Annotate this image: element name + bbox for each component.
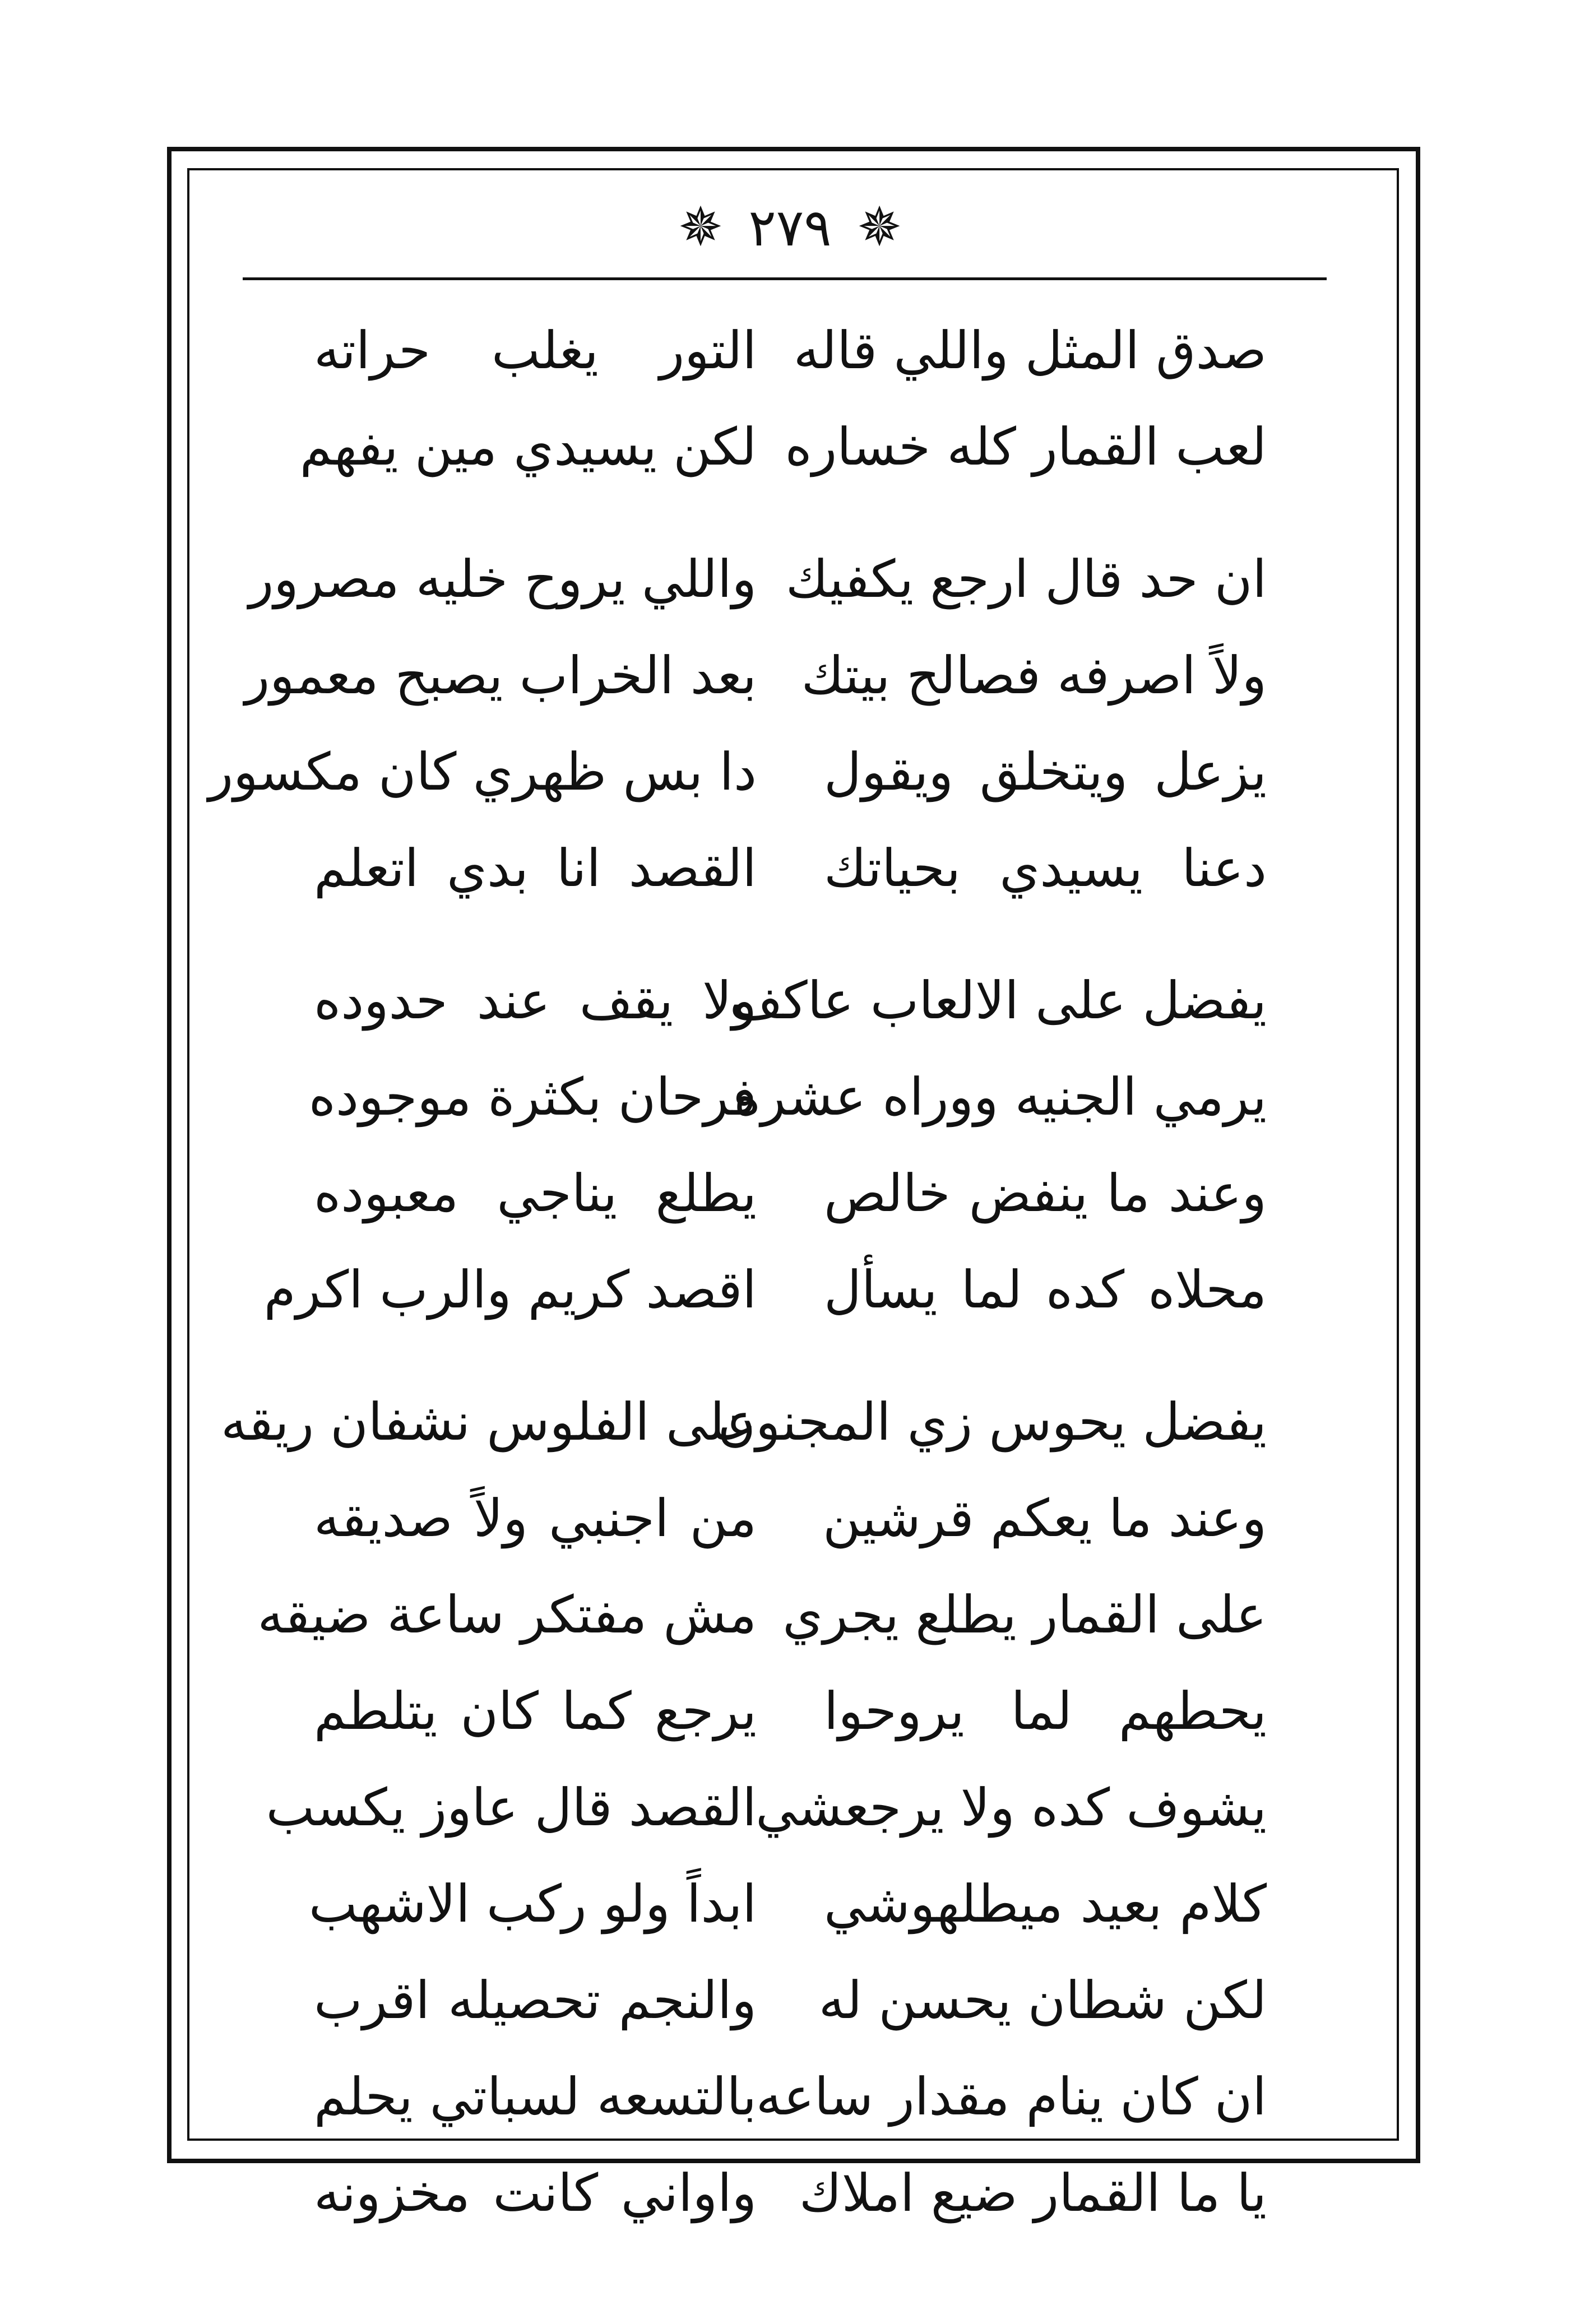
verse-line (314, 2145, 1267, 2242)
verse-second-hemistich: واواني كانت مخزونه (314, 2163, 757, 2223)
verse-second-hemistich: ابداً ولو ركب الاشهب (308, 1874, 757, 1934)
verse-line (257, 1567, 1267, 1663)
stanza (221, 1374, 1267, 2242)
verse-first-hemistich: لعب القمار كله خساره (785, 417, 1267, 477)
verse-line (244, 628, 1267, 724)
verse-first-hemistich: يرمي الجنيه ووراه عشره (734, 1067, 1267, 1127)
verse-line (208, 724, 1267, 820)
verse-second-hemistich: اقصد كريم والرب اكرم (263, 1260, 757, 1320)
verse-second-hemistich: فرحان بكثرة موجوده (308, 1067, 757, 1127)
verse-second-hemistich: بالتسعه لسباتي يحلم (314, 2067, 757, 2127)
verse-first-hemistich: كلام بعيد ميطلهوشي (824, 1874, 1267, 1934)
verse-first-hemistich: وعند ما يعكم قرشين (822, 1488, 1267, 1548)
poem-body (208, 303, 1267, 2277)
verse-first-hemistich: لكن شطان يحسن له (818, 1970, 1267, 2030)
verse-second-hemistich: واللي يروح خليه مصرور (248, 549, 757, 609)
verse-first-hemistich: صدق المثل واللي قاله (793, 321, 1267, 381)
page-number-header (0, 193, 1580, 262)
verse-first-hemistich: يشوف كده ولا يرجعشي (756, 1778, 1267, 1838)
verse-line (314, 303, 1267, 399)
verse-second-hemistich: دا بس ظهري كان مكسور (208, 742, 757, 802)
verse-first-hemistich: يفضل يحوس زي المجنون (717, 1392, 1267, 1452)
stanza (299, 303, 1267, 495)
verse-first-hemistich: يحطهم لما يروحوا (824, 1681, 1267, 1741)
verse-line (314, 953, 1267, 1049)
stanza (208, 531, 1267, 917)
verse-line (248, 531, 1267, 628)
header-divider (243, 277, 1327, 280)
verse-first-hemistich: يفضل على الالعاب عاكف (729, 971, 1267, 1031)
verse-first-hemistich: محلاه كده لما يسأل (824, 1260, 1267, 1320)
verse-line (266, 1760, 1267, 1856)
verse-second-hemistich: لكن يسيدي مين يفهم (299, 417, 757, 477)
verse-line (308, 1856, 1267, 1952)
verse-first-hemistich: ان حد قال ارجع يكفيك (785, 549, 1267, 609)
verse-line (308, 1049, 1267, 1145)
verse-first-hemistich: يزعل ويتخلق ويقول (824, 742, 1267, 802)
asterisk-star-icon: ✵ (856, 196, 902, 258)
verse-first-hemistich: ان كان ينام مقدار ساعه (756, 2067, 1267, 2127)
verse-second-hemistich: القصد قال عاوز يكسب (266, 1778, 757, 1838)
verse-second-hemistich: مش مفتكر ساعة ضيقه (257, 1585, 757, 1645)
page-number: ٢٧٩ (748, 198, 832, 258)
verse-second-hemistich: ولا يقف عند حدوده (314, 971, 757, 1031)
verse-second-hemistich: على الفلوس نشفان ريقه (221, 1392, 757, 1452)
verse-first-hemistich: دعنا يسيدي بحياتك (824, 838, 1267, 898)
verse-line (314, 1663, 1267, 1760)
verse-line (314, 1952, 1267, 2049)
verse-second-hemistich: التور يغلب حراته (314, 321, 757, 381)
verse-line (263, 1242, 1267, 1338)
verse-first-hemistich: وعند ما ينفض خالص (824, 1163, 1267, 1223)
verse-first-hemistich: ولاً اصرفه فصالح بيتك (801, 646, 1267, 706)
stanza (263, 953, 1267, 1338)
asterisk-star-icon: ✵ (678, 196, 724, 258)
verse-line (314, 1471, 1267, 1567)
verse-line (314, 820, 1267, 917)
verse-line (221, 1374, 1267, 1471)
verse-second-hemistich: من اجنبي ولاً صديقه (314, 1488, 757, 1548)
verse-second-hemistich: بعد الخراب يصبح معمور (244, 646, 757, 706)
verse-line (314, 1145, 1267, 1242)
verse-first-hemistich: يا ما القمار ضيع املاك (799, 2163, 1267, 2223)
verse-line (314, 2049, 1267, 2145)
verse-second-hemistich: يرجع كما كان يتلطم (314, 1681, 757, 1741)
verse-second-hemistich: القصد انا بدي اتعلم (314, 838, 757, 898)
verse-second-hemistich: والنجم تحصيله اقرب (314, 1970, 757, 2030)
verse-line (299, 399, 1267, 495)
verse-first-hemistich: على القمار يطلع يجري (782, 1585, 1267, 1645)
verse-second-hemistich: يطلع يناجي معبوده (314, 1163, 757, 1223)
